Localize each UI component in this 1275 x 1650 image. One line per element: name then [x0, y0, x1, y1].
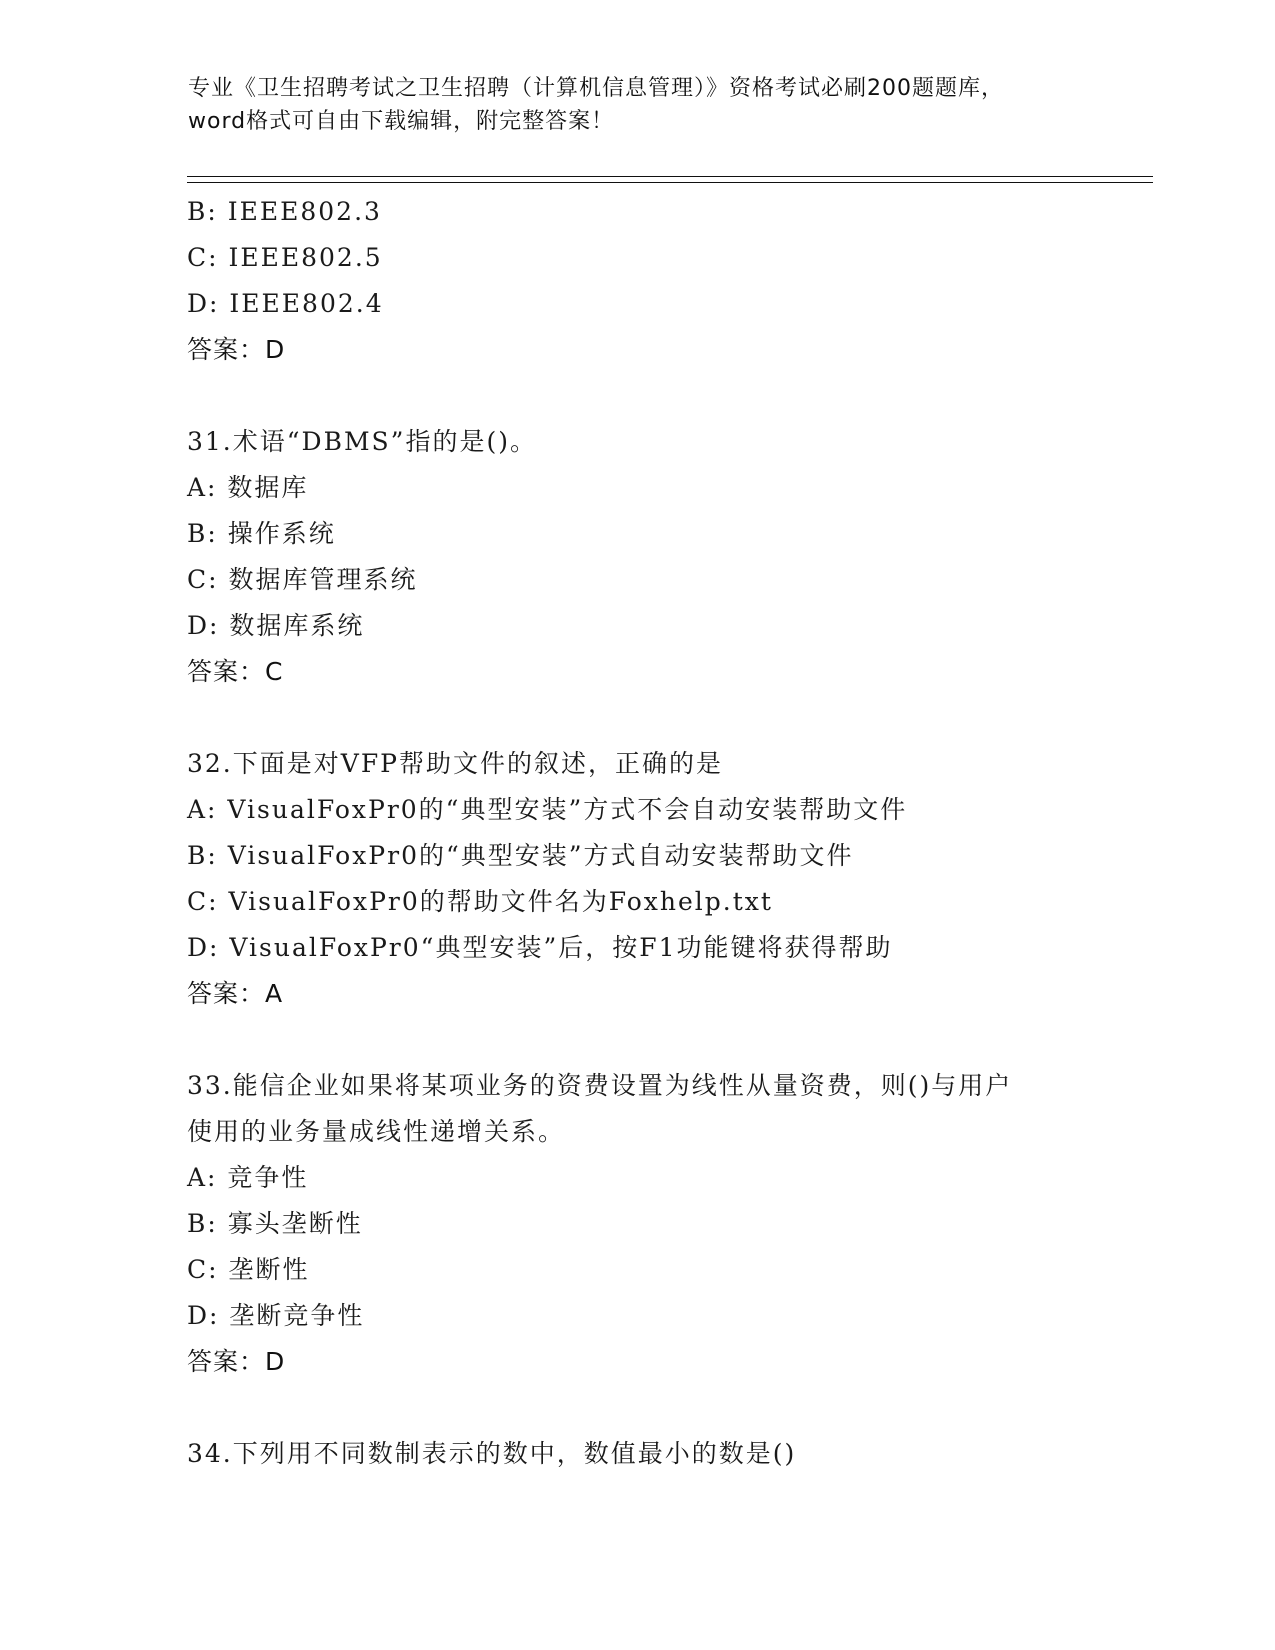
- option-b: B: IEEE802.3: [187, 197, 382, 226]
- option-b: B: VisualFoxPr0的“典型安装”方式自动安装帮助文件: [187, 841, 854, 870]
- question-spacer: [187, 695, 1147, 741]
- answer-line: 答案：D: [187, 335, 286, 364]
- option-a: A: VisualFoxPr0的“典型安装”方式不会自动安装帮助文件: [187, 795, 908, 824]
- question-stem-line-1: 33.能信企业如果将某项业务的资费设置为线性从量资费，则()与用户: [187, 1071, 1013, 1100]
- question-stem: 32.下面是对VFP帮助文件的叙述，正确的是: [187, 749, 723, 778]
- question-list: [187, 189, 1147, 1477]
- option-b: B: 操作系统: [187, 519, 336, 548]
- header-divider-bottom: [187, 182, 1153, 183]
- header-line-2: word格式可自由下载编辑，附完整答案！: [188, 109, 615, 134]
- option-a: A: 数据库: [187, 473, 309, 502]
- answer-line: 答案：D: [187, 1347, 286, 1376]
- question-stem: 31.术语“DBMS”指的是()。: [187, 427, 537, 456]
- option-a: A: 竞争性: [187, 1163, 309, 1192]
- option-b: B: 寡头垄断性: [187, 1209, 363, 1238]
- option-d: D: VisualFoxPr0“典型安装”后，按F1功能键将获得帮助: [187, 933, 893, 962]
- question-33: [187, 1063, 1147, 1385]
- option-d: D: IEEE802.4: [187, 289, 384, 318]
- option-d: D: 数据库系统: [187, 611, 365, 640]
- question-stem: 34.下列用不同数制表示的数中，数值最小的数是(): [187, 1439, 797, 1468]
- question-stem-line-2: 使用的业务量成线性递增关系。: [187, 1117, 566, 1146]
- option-c: C: IEEE802.5: [187, 243, 383, 272]
- question-spacer: [187, 373, 1147, 419]
- option-c: C: VisualFoxPr0的帮助文件名为Foxhelp.txt: [187, 887, 773, 916]
- answer-line: 答案：C: [187, 657, 284, 686]
- question-30-tail: [187, 189, 1147, 373]
- answer-line: 答案：A: [187, 979, 284, 1008]
- header-line-1: 专业《卫生招聘考试之卫生招聘（计算机信息管理）》资格考试必刷200题题库，: [188, 76, 1004, 101]
- document-header: [188, 72, 1088, 138]
- option-d: D: 垄断竞争性: [187, 1301, 365, 1330]
- question-32: [187, 741, 1147, 1017]
- option-c: C: 垄断性: [187, 1255, 310, 1284]
- question-spacer: [187, 1385, 1147, 1431]
- header-divider-top: [187, 176, 1153, 177]
- option-c: C: 数据库管理系统: [187, 565, 418, 594]
- question-spacer: [187, 1017, 1147, 1063]
- question-34: [187, 1431, 1147, 1477]
- question-31: [187, 419, 1147, 695]
